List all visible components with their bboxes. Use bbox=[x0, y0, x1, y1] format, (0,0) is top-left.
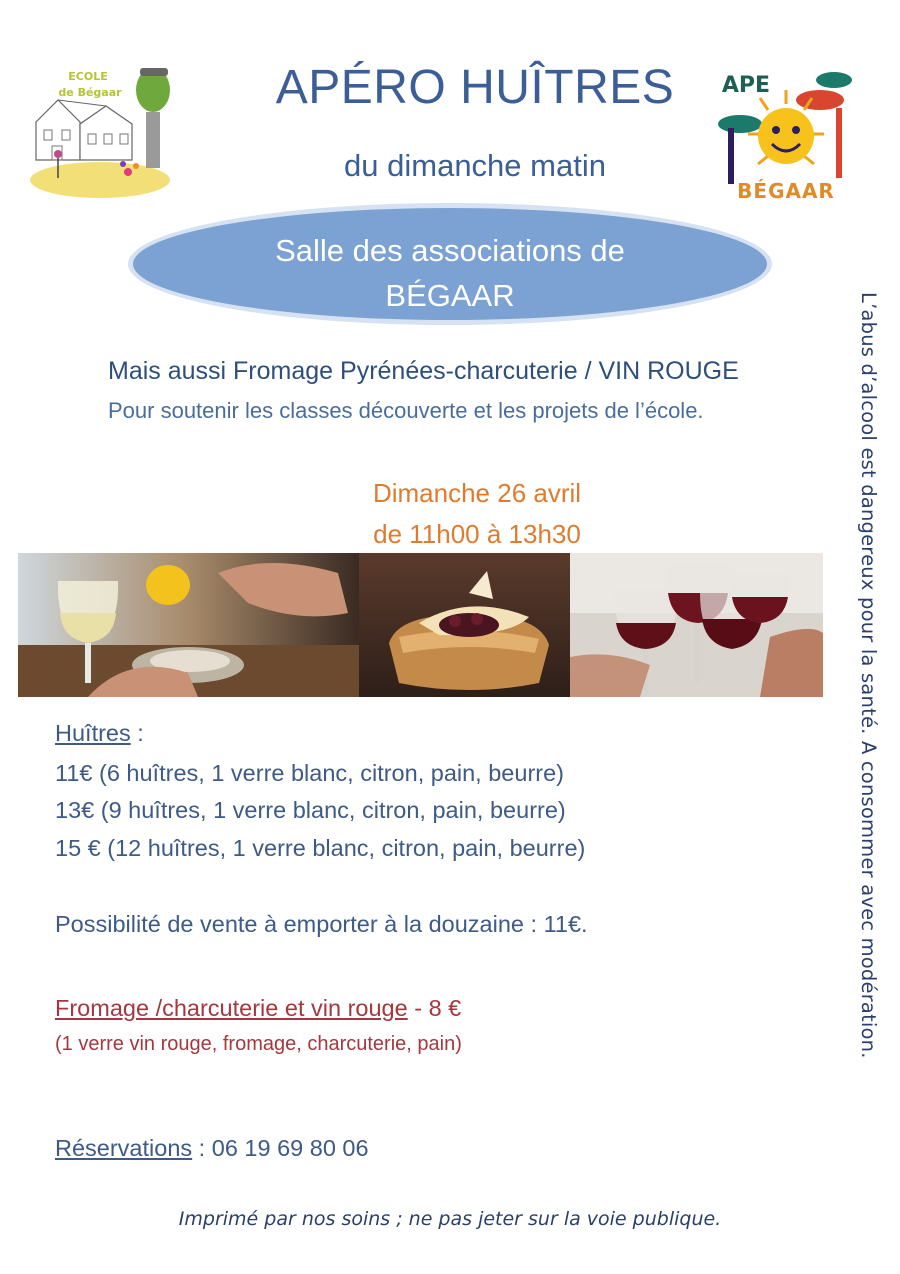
svg-text:BÉGAAR: BÉGAAR bbox=[737, 179, 835, 203]
venue-line-1: Salle des associations de bbox=[275, 233, 625, 268]
page-subtitle: du dimanche matin bbox=[344, 148, 606, 183]
cheese-offer-price: - 8 € bbox=[407, 995, 462, 1021]
svg-text:de Bégaar: de Bégaar bbox=[58, 86, 122, 99]
oysters-heading-colon: : bbox=[130, 720, 144, 746]
cheese-offer-label: Fromage /charcuterie et vin rouge bbox=[55, 995, 408, 1021]
reservations-phone: : 06 19 69 80 06 bbox=[192, 1135, 369, 1161]
oysters-heading-label: Huîtres bbox=[55, 720, 131, 746]
oyster-lemon-white-wine-photo bbox=[18, 553, 359, 697]
reservations bbox=[55, 1135, 369, 1162]
footer-notice: Imprimé par nos soins ; ne pas jeter sur la voie publique. bbox=[178, 1208, 722, 1230]
also-offered-text: Mais aussi Fromage Pyrénées-charcuterie / VIN ROUGE bbox=[108, 357, 739, 385]
ecole-de-begaar-logo bbox=[28, 62, 178, 202]
oyster-offer-6: 11€ (6 huîtres, 1 verre blanc, citron, pain, beurre) bbox=[55, 760, 564, 786]
venue-line-2: BÉGAAR bbox=[385, 278, 515, 313]
oysters-heading bbox=[55, 720, 144, 747]
event-hours: de 11h00 à 13h30 bbox=[373, 519, 581, 549]
event-date: Dimanche 26 avril bbox=[372, 478, 582, 508]
svg-text:APE: APE bbox=[721, 73, 771, 98]
page-title: APÉRO HUÎTRES bbox=[275, 61, 675, 114]
svg-text:ECOLE: ECOLE bbox=[68, 70, 108, 83]
venue-text bbox=[150, 228, 750, 318]
oyster-offer-12: 15 € (12 huîtres, 1 verre blanc, citron, pain, beurre) bbox=[55, 835, 586, 861]
support-text: Pour soutenir les classes découverte et les projets de l’école. bbox=[108, 398, 704, 423]
alcohol-warning: L’abus d’alcool est dangereux pour la santé. A consommer avec modération. bbox=[857, 292, 880, 1059]
reservations-label: Réservations bbox=[55, 1135, 193, 1161]
cheese-offer-heading bbox=[55, 995, 461, 1022]
red-wine-glasses-toast-photo bbox=[570, 553, 823, 697]
takeaway-text: Possibilité de vente à emporter à la douzaine : 11€. bbox=[55, 911, 588, 937]
toast-cheese-jam-photo bbox=[359, 553, 570, 697]
cheese-offer-detail: (1 verre vin rouge, fromage, charcuterie, pain) bbox=[55, 1033, 462, 1055]
oyster-offer-9: 13€ (9 huîtres, 1 verre blanc, citron, pain, beurre) bbox=[55, 797, 566, 823]
